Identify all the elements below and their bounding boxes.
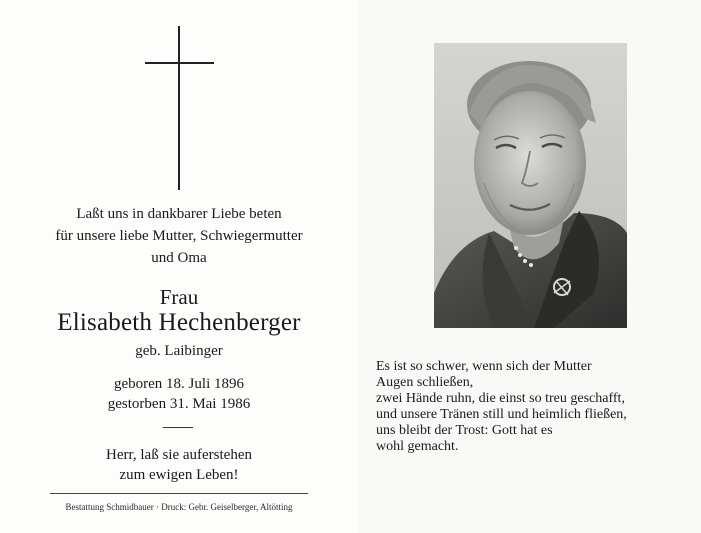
poem-line: uns bleibt der Trost: Gott hat es [376, 423, 553, 438]
poem-line: Augen schließen, [376, 375, 474, 390]
divider [163, 427, 193, 428]
blessing-line: Herr, laß sie auferstehen [106, 447, 252, 463]
blessing-line: zum ewigen Leben! [119, 467, 239, 483]
poem-text [376, 359, 696, 455]
poem-line: Es ist so schwer, wenn sich der Mutter [376, 359, 592, 374]
salutation: Frau [159, 285, 199, 309]
printer-credit: Bestattung Schmidbauer · Druck: Gebr. Geiselberger, Altötting [65, 502, 293, 512]
blessing-text [0, 445, 358, 485]
poem-line: und unsere Tränen still und heimlich fließen, [376, 407, 627, 422]
maiden-name: geb. Laibinger [135, 343, 223, 359]
poem-line: zwei Hände ruhn, die einst so treu geschafft, [376, 391, 625, 406]
cross-icon-crossbar [145, 62, 214, 64]
prayer-line: und Oma [151, 250, 207, 266]
life-dates [0, 374, 358, 414]
prayer-text [0, 203, 358, 269]
footer-divider [50, 493, 308, 494]
portrait-photo [434, 43, 627, 328]
death-date: gestorben 31. Mai 1986 [107, 396, 251, 412]
birth-date: geboren 18. Juli 1896 [114, 376, 244, 392]
deceased-name: Elisabeth Hechenberger [57, 309, 301, 336]
cross-icon [178, 26, 180, 190]
poem-line: wohl gemacht. [376, 439, 459, 454]
prayer-line: für unsere liebe Mutter, Schwiegermutter [55, 228, 303, 244]
prayer-line: Laßt uns in dankbarer Liebe beten [76, 206, 282, 222]
